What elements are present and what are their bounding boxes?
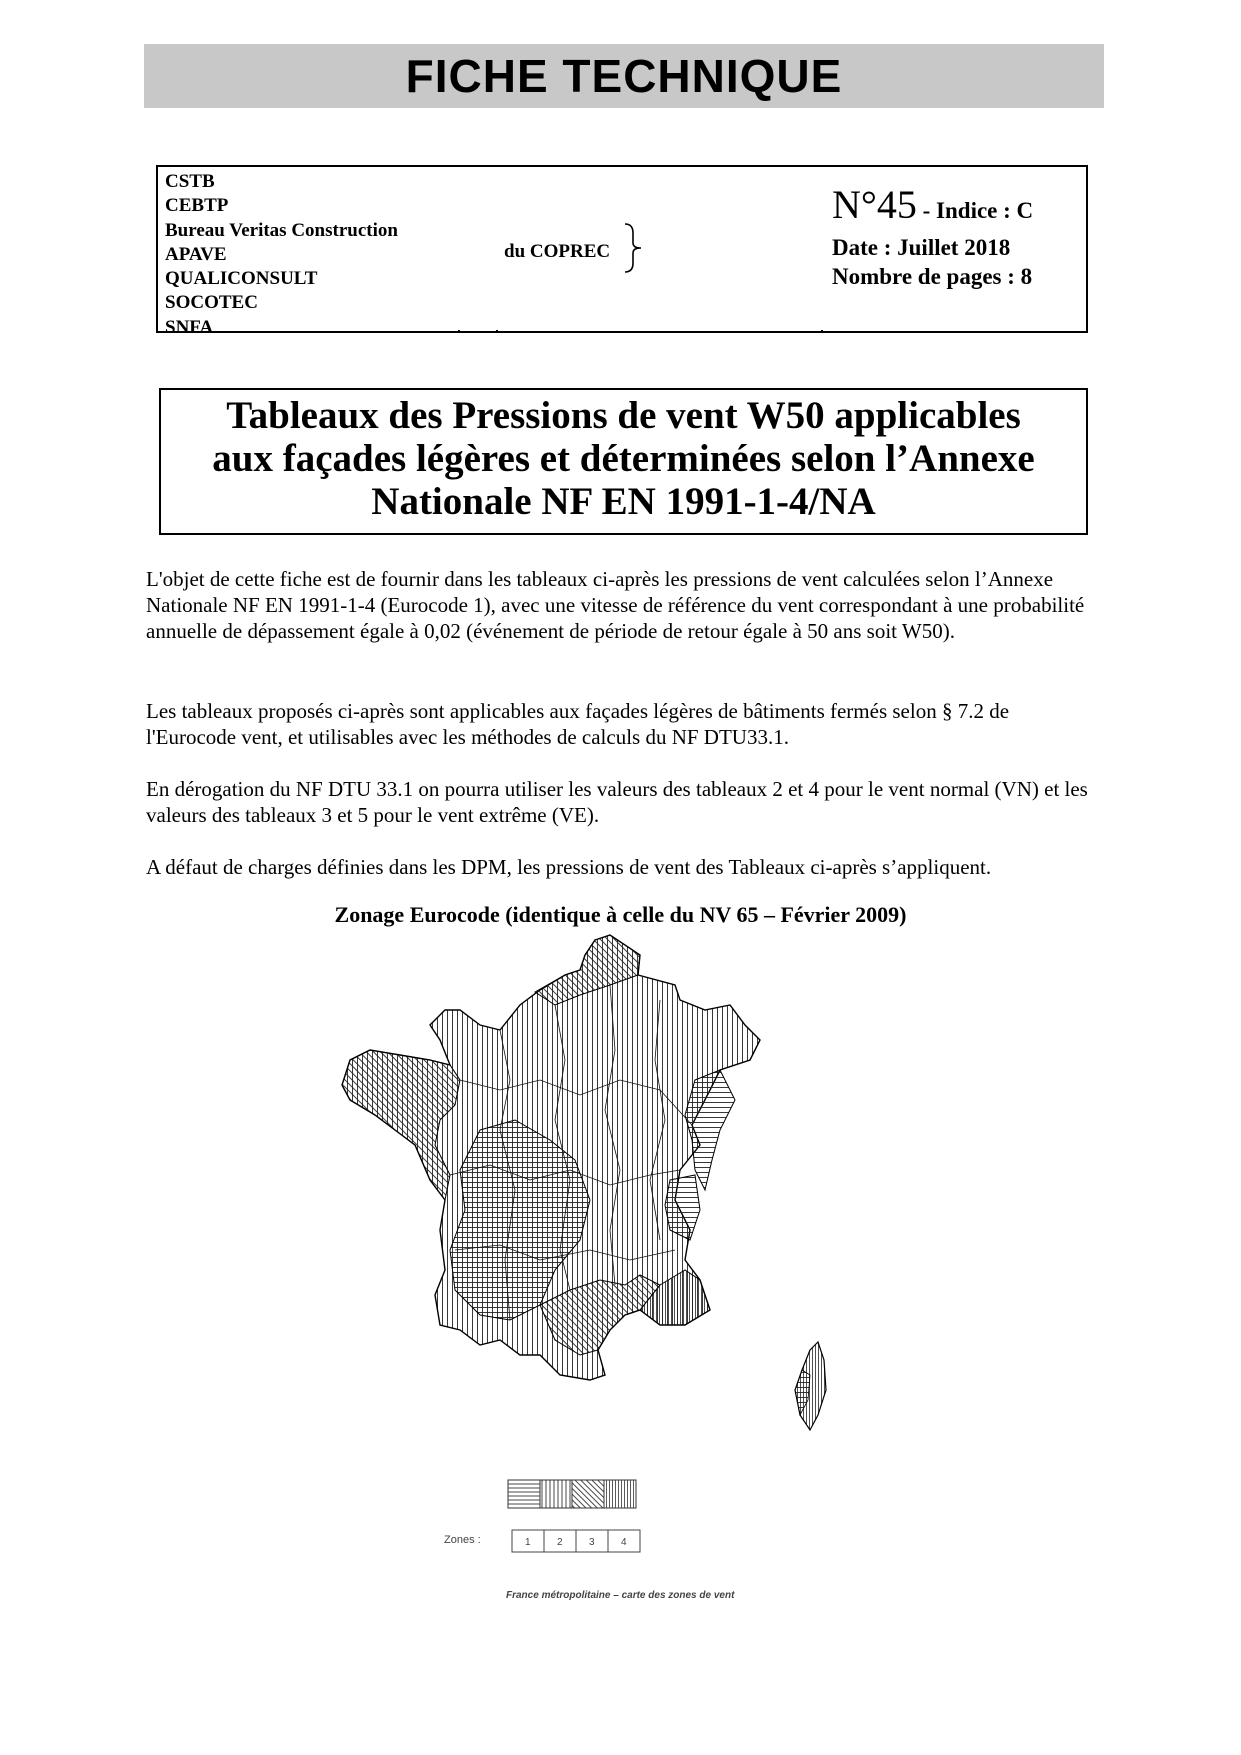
- zones-label: Zones :: [444, 1534, 481, 1546]
- reference-pages: Nombre de pages : 8: [832, 264, 1033, 289]
- zone-number: 4: [621, 1537, 627, 1548]
- zone-number: 1: [525, 1537, 531, 1548]
- reference-block: [832, 183, 1033, 291]
- zone-1-swatch: [508, 1480, 540, 1508]
- zone-4-swatch: [604, 1480, 636, 1508]
- divider-tick: [496, 330, 498, 333]
- zone-number: 2: [557, 1537, 563, 1548]
- document-title-box: [159, 388, 1088, 535]
- body-paragraph: L'objet de cette fiche est de fournir dans les tableaux ci-après les pressions de vent calculées selon l’Annexe Nationale NF EN 1991-1-4 (Eurocode 1), avec une vitesse de référence du vent correspondant à une probabilité annuelle de dépassement égale à 0,02 (événement de période de retour égale à 50 ans soit W50).: [146, 567, 1085, 643]
- document-title-line: Nationale NF EN 1991-1-4/NA: [371, 480, 876, 523]
- body-paragraph: A défaut de charges définies dans les DPM, les pressions de vent des Tableaux ci-après s’appliquent.: [146, 855, 992, 879]
- organisation-box: [156, 165, 1088, 338]
- france-wind-zone-map: [340, 930, 900, 1450]
- curly-brace-icon: [623, 223, 647, 273]
- document-title: [161, 390, 1086, 523]
- document-title-line: Tableaux des Pressions de vent W50 applicables: [226, 394, 1021, 437]
- map-footer-caption: France métropolitaine – carte des zones de vent: [506, 1590, 735, 1601]
- org-item: APAVE: [165, 243, 227, 265]
- reference-date: Date : Juillet 2018: [832, 235, 1011, 260]
- org-item: CEBTP: [165, 195, 229, 217]
- zone-legend: [440, 1478, 670, 1588]
- body-paragraph: En dérogation du NF DTU 33.1 on pourra utiliser les valeurs des tableaux 2 et 4 pour le vent normal (VN) et les valeurs des tableaux 3 et 5 pour le vent extrême (VE).: [146, 777, 1088, 827]
- reference-number: N°45: [832, 182, 917, 227]
- body-paragraph: Les tableaux proposés ci-après sont applicables aux façades légères de bâtiments fermés selon § 7.2 de l'Eurocode vent, et utilisables avec les méthodes de calculs du NF DTU33.1.: [146, 699, 1010, 749]
- reference-indice: - Indice : C: [916, 198, 1034, 223]
- zone-number: 3: [589, 1537, 595, 1548]
- header-banner: [144, 44, 1104, 108]
- divider-tick: [458, 330, 460, 333]
- org-item: Bureau Veritas Construction: [165, 219, 398, 241]
- org-item: CSTB: [165, 171, 215, 192]
- zone-3-swatch: [572, 1480, 604, 1508]
- document-title-line: aux façades légères et déterminées selon l’Annexe: [212, 437, 1035, 480]
- org-item: QUALICONSULT: [165, 268, 318, 290]
- org-item: SOCOTEC: [165, 292, 258, 314]
- map-caption: Zonage Eurocode (identique à celle du NV 65 – Février 2009): [334, 902, 907, 927]
- organisation-list: [165, 170, 398, 340]
- coprec-label: du COPREC: [504, 241, 611, 262]
- zone-2-swatch: [540, 1480, 572, 1508]
- divider-tick: [821, 330, 823, 333]
- page-title: FICHE TECHNIQUE: [405, 50, 843, 102]
- org-item: SNFA: [165, 316, 214, 338]
